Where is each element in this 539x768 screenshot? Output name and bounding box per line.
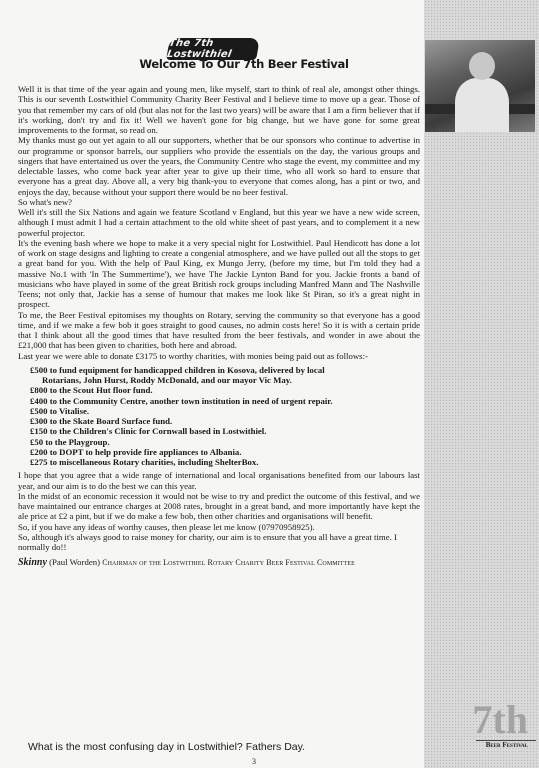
paragraph-six-nations: Well it's still the Six Nations and again we feature Scotland v England, but this year we have a new wide screen, although I must admit I had a certain attachment to the old white sheet of past years, and to complement it a new powerful projector. bbox=[18, 207, 420, 238]
donation-item: £200 to DOPT to help provide fire appliances to Albania. bbox=[30, 446, 242, 457]
paragraph-closing-3: So, if you have any ideas of worthy causes, then please let me know (07970958925). bbox=[18, 521, 315, 532]
logo-text: The 7th Lostwithiel bbox=[166, 38, 233, 60]
paragraph-thanks: My thanks must go out yet again to all our supporters, whether that be our sponsors who continue to advertise in our programme or sponsor barrels, our suppliers who provide the essentials on the day, the various groups and singers that have entertained us over the years, the Community Centre who stage the event, my committee and my delectable lasses, who come back year after year to give up their time, who all work so hard to ensure that everyone has a great day. Above all, a very big thank-you to everyone that comes along, has a pint or two, and enjoys the day, because without your support there would be no beer festival. bbox=[18, 135, 420, 197]
page-title: Welcome To Our 7th Beer Festival bbox=[139, 57, 349, 71]
paragraph-evening-bash: It's the evening bash where we hope to make it a very special night for Lostwithiel. Paul Hendicott has done a lot of work on stage designs and lighting to create a congenial atmosphere, and we have pulled out all the stops to get a great band for you. With the help of Paul King, ex Mungo Jerry, (before my time, but I'm told they had a massive No.1 with 'In The Summertime'), we have The Jackie Lynton Band for you. Jackie fronts a band of musicians who have played in some of the great British rock groups including Manfred Mann and The Nashville Teens; not only that, Jackie has a sense of humour that makes me look like St Piran, so it's a great night in prospect. bbox=[18, 237, 420, 310]
photo-figure-head bbox=[469, 52, 495, 80]
paragraph-closing-4: So, although it's always good to raise money for charity, our aim is to ensure that you all have a great time. I normally do!! bbox=[18, 531, 397, 552]
donation-item: £400 to the Community Centre, another town institution in need of urgent repair. bbox=[30, 395, 333, 406]
photo-figure-body bbox=[455, 78, 509, 132]
signature-name: Skinny bbox=[18, 557, 47, 569]
paragraph-closing-2: In the midst of an economic recession it would not be wise to try and predict the outcome of this festival, and we have maintained our entrance charges at 2008 rates, brought in a great band, and more importantly have kept the ale price at £2 a pint, but if we do make a few bob, then other charities and organisations will benefit. bbox=[18, 490, 420, 522]
paragraph-intro: Well it is that time of the year again and young men, like myself, start to think of real ale, amongst other things. This is our seventh Lostwithiel Community Charity Beer Festival and I believe time to move up a gear. Those of you that remember my cars of old (but alas not for the last two years) will be aware that I am a firm believer that if it's working, don't try and fix it! Well we haven't gone for big change, but we have gone for some great improvements to the format, so read on. bbox=[18, 84, 420, 135]
badge-number: 7th bbox=[472, 697, 528, 742]
paragraph-last-year: Last year we were able to donate £3175 to worthy charities, with monies being paid out as follows:- bbox=[18, 350, 368, 361]
donation-item: £50 to the Playgroup. bbox=[30, 436, 110, 447]
paragraph-closing-1: I hope that you agree that a wide range of international and local organisations benefited from our labours last year, and our aim is to do the best we can this year. bbox=[18, 470, 420, 491]
footer-joke: What is the most confusing day in Lostwithiel? Fathers Day. bbox=[28, 741, 306, 753]
donation-item: £500 to Vitalise. bbox=[30, 405, 90, 416]
signature-title: Chairman of the Lostwithiel Rotary Charity Beer Festival Committee bbox=[102, 558, 355, 568]
page-number: 3 bbox=[252, 757, 256, 766]
letter-body bbox=[18, 84, 420, 569]
festival-photo bbox=[425, 40, 535, 132]
paragraph-rotary: To me, the Beer Festival epitomises my thoughts on Rotary, serving the community so that everyone has a good time, and if we make a few bob it goes straight to good causes, no admin costs here! So it is with a certain pride that I think about all the good times that have resulted from the beer festivals, and wonder in awe about the £21,000 that has been given to charities, both here and abroad. bbox=[18, 309, 420, 351]
donation-item: £800 to the Scout Hut floor fund. bbox=[30, 385, 153, 396]
paragraph-whats-new: So what's new? bbox=[18, 196, 73, 207]
donation-item: £150 to the Children's Clinic for Cornwall based in Lostwithiel. bbox=[30, 426, 267, 437]
donation-list bbox=[30, 365, 420, 468]
donation-item: £275 to miscellaneous Rotary charities, including ShelterBox. bbox=[30, 457, 259, 467]
donation-item-continued: Rotarians, John Hurst, Roddy McDonald, and our mayor Vic May. bbox=[42, 375, 292, 385]
badge-label: Beer Festival bbox=[476, 740, 536, 749]
beer-festival-badge bbox=[424, 697, 536, 749]
donation-item: £500 to fund equipment for handicapped children in Kosova, delivered by local bbox=[30, 364, 325, 375]
donation-item: £300 to the Skate Board Surface fund. bbox=[30, 416, 173, 426]
signature-real-name: (Paul Worden) bbox=[49, 557, 100, 568]
signature-line bbox=[18, 557, 420, 568]
